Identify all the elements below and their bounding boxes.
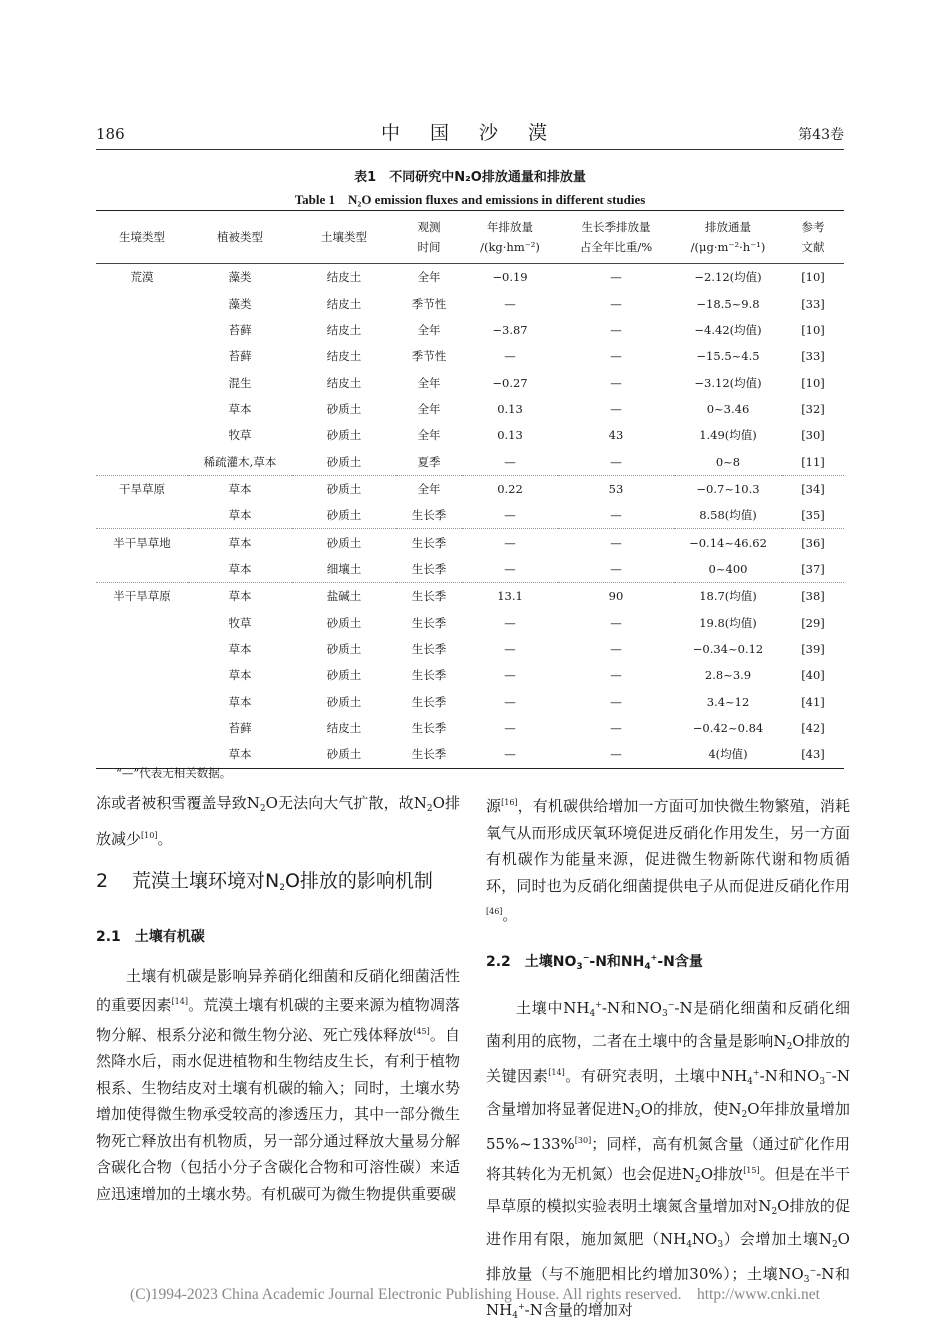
cell-season: — (610, 615, 622, 630)
cell-soil: 结皮土 (326, 375, 362, 390)
cell-soil: 砂质土 (326, 428, 362, 443)
cell-soil: 砂质土 (326, 641, 362, 656)
cell-vegetation: 苔藓 (228, 721, 252, 736)
cell-flux: 8.58(均值) (699, 508, 757, 523)
cell-annual: — (504, 641, 516, 656)
cell-habitat (96, 422, 188, 448)
cell-vegetation: 藻类 (228, 270, 252, 285)
cell-observe: 全年 (417, 428, 441, 443)
cell-observe: 季节性 (411, 349, 447, 364)
table-body (96, 264, 844, 769)
cell-habitat (96, 609, 188, 635)
cell-flux: 0~8 (715, 454, 741, 469)
table-note: “—”代表无相关数据。 (116, 766, 232, 780)
cell-season: — (610, 322, 622, 337)
cell-annual: — (504, 615, 516, 630)
cell-observe: 全年 (417, 375, 441, 390)
cell-season: — (610, 270, 622, 285)
cell-habitat (96, 662, 188, 688)
cell-flux: 2.8~3.9 (704, 668, 752, 683)
cell-habitat (96, 502, 188, 529)
cell-ref: [33] (801, 296, 825, 311)
cell-flux: 0~400 (708, 561, 748, 576)
cell-vegetation: 草本 (228, 508, 252, 523)
cell-soil: 砂质土 (326, 694, 362, 709)
table-row (96, 662, 844, 688)
header-annual: 年排放量 /(kg·hm⁻²) (462, 211, 558, 264)
table-row (96, 369, 844, 395)
header-flux: 排放通量 /(μg·m⁻²·h⁻¹) (674, 211, 782, 264)
cell-flux: −0.14~46.62 (674, 529, 782, 556)
cell-observe: 生长季 (411, 668, 447, 683)
cell-soil: 细壤土 (326, 561, 362, 576)
cell-annual: — (504, 694, 516, 709)
cell-vegetation: 草本 (228, 668, 252, 683)
header-ref: 参考 文献 (782, 211, 844, 264)
cell-annual: — (504, 561, 516, 576)
cell-flux: −0.42~0.84 (692, 721, 764, 736)
cell-ref: [34] (782, 475, 844, 502)
table-row (96, 448, 844, 475)
cell-observe: 夏季 (417, 454, 441, 469)
table-row (96, 609, 844, 635)
cell-ref: [29] (801, 615, 825, 630)
cell-soil: 结皮土 (326, 322, 362, 337)
cell-season: — (610, 401, 622, 416)
cell-ref: [30] (801, 428, 825, 443)
cell-soil: 结皮土 (326, 296, 362, 311)
cell-flux: −2.12(均值) (694, 270, 762, 285)
cell-ref: [38] (782, 583, 844, 610)
cell-ref: [33] (801, 349, 825, 364)
cell-observe: 生长季 (411, 508, 447, 523)
cell-soil: 砂质土 (292, 475, 396, 502)
cell-season: — (610, 375, 622, 390)
table-row (96, 583, 844, 610)
cell-season: 43 (608, 428, 624, 443)
cell-ref: [36] (782, 529, 844, 556)
cell-vegetation: 牧草 (228, 615, 252, 630)
cell-vegetation: 草本 (228, 641, 252, 656)
cell-ref: [32] (801, 401, 825, 416)
cell-ref: [35] (801, 508, 825, 523)
cell-annual: — (462, 529, 558, 556)
table-header-row (96, 211, 844, 264)
cell-vegetation: 草本 (188, 529, 292, 556)
page-number: 186 (96, 125, 125, 143)
cell-soil: 砂质土 (326, 401, 362, 416)
cell-soil: 结皮土 (326, 270, 362, 285)
table-row (96, 475, 844, 502)
cell-season: — (610, 508, 622, 523)
cell-vegetation: 草本 (228, 694, 252, 709)
cell-vegetation: 苔藓 (228, 322, 252, 337)
cell-season: — (610, 296, 622, 311)
header-rule (96, 149, 844, 150)
cell-observe: 生长季 (396, 529, 462, 556)
table-row (96, 689, 844, 715)
table-row (96, 343, 844, 369)
cell-soil: 砂质土 (292, 741, 396, 768)
cell-soil: 砂质土 (326, 668, 362, 683)
header-season: 生长季排放量 占全年比重/% (558, 211, 674, 264)
table-caption-zh: 表1 不同研究中N₂O排放通量和排放量 (354, 170, 586, 185)
cell-vegetation: 苔藓 (228, 349, 252, 364)
cell-habitat (96, 290, 188, 316)
cell-annual: 0.22 (462, 475, 558, 502)
copyright-footer: (C)1994-2023 China Academic Journal Electronic Publishing House. All rights reserved. http://www.cnki.net (130, 1286, 820, 1303)
cell-annual: −0.19 (492, 270, 528, 285)
table-row (96, 317, 844, 343)
cell-season: 53 (558, 475, 674, 502)
cell-observe: 生长季 (396, 741, 462, 768)
cell-flux: −0.34~0.12 (692, 641, 764, 656)
table-row (96, 290, 844, 316)
table-row (96, 396, 844, 422)
subsection-2-1: 2.1 土壤有机碳 (96, 929, 205, 945)
section-heading (96, 866, 460, 904)
emissions-table (96, 210, 844, 769)
cell-habitat (96, 369, 188, 395)
header-vegetation: 植被类型 (188, 211, 292, 264)
cell-annual: — (504, 349, 516, 364)
cell-ref: [11] (801, 454, 825, 469)
cell-habitat (96, 448, 188, 475)
table-caption-en: Table 1 N₂O emission fluxes and emissions in different studies (294, 192, 646, 207)
table-row (96, 556, 844, 583)
cell-observe: 季节性 (411, 296, 447, 311)
cell-habitat (96, 556, 188, 583)
table-row (96, 502, 844, 529)
header-observe: 观测 时间 (396, 211, 462, 264)
header-habitat: 生境类型 (96, 211, 188, 264)
cell-habitat (96, 636, 188, 662)
cell-vegetation: 草本 (188, 583, 292, 610)
cell-habitat (96, 689, 188, 715)
cell-vegetation: 稀疏灌木,草本 (203, 454, 277, 469)
cell-habitat: 半干旱草原 (96, 583, 188, 610)
cell-observe: 生长季 (411, 615, 447, 630)
cell-ref: [43] (782, 741, 844, 768)
cell-observe: 全年 (396, 475, 462, 502)
cell-vegetation: 草本 (228, 401, 252, 416)
left-column (96, 790, 460, 1207)
cell-soil: 砂质土 (326, 508, 362, 523)
cell-vegetation: 草本 (228, 561, 252, 576)
cell-observe: 全年 (417, 270, 441, 285)
cell-ref: [37] (801, 561, 825, 576)
cell-observe: 全年 (417, 401, 441, 416)
volume-label: 第43卷 (798, 127, 844, 143)
cell-soil: 结皮土 (326, 349, 362, 364)
cell-annual: — (504, 296, 516, 311)
cell-season: — (558, 741, 674, 768)
cell-habitat (96, 396, 188, 422)
cell-ref: [40] (801, 668, 825, 683)
cell-observe: 生长季 (411, 641, 447, 656)
cell-habitat (96, 343, 188, 369)
cell-habitat: 干旱草原 (96, 475, 188, 502)
section-number: 2 (96, 870, 109, 892)
header-soil: 土壤类型 (292, 211, 396, 264)
cell-flux: −4.42(均值) (694, 322, 762, 337)
cell-season: — (610, 561, 622, 576)
cell-vegetation: 草本 (188, 475, 292, 502)
table-row (96, 741, 844, 768)
table-row (96, 529, 844, 556)
cell-annual: — (504, 721, 516, 736)
cell-flux: −15.5~4.5 (696, 349, 760, 364)
cell-observe: 生长季 (411, 694, 447, 709)
cell-flux: −3.12(均值) (694, 375, 762, 390)
left-paragraph: 土壤有机碳是影响异养硝化细菌和反硝化细菌活性的重要因素[14]。荒漠土壤有机碳的主要来源为植物凋落物分解、根系分泌和微生物分泌、死亡残体释放[45]。自然降水后，雨水促进植物和生物结皮生长，有利于植物根系、生物结皮对土壤有机碳的输入；同时，土壤水势增加使得微生物承受较高的渗透压力，其中一部分微生物死亡释放出有机物质，另一部分通过释放大量易分解含碳化合物（包括小分子含碳化合物和可溶性碳）来适应迅速增加的土壤水势。有机碳可为微生物提供重要碳 (96, 966, 460, 1203)
cell-soil: 盐碱土 (292, 583, 396, 610)
cell-annual: 0.13 (497, 401, 523, 416)
cell-habitat: 半干旱草地 (96, 529, 188, 556)
cell-flux: −0.7~10.3 (674, 475, 782, 502)
cell-observe: 生长季 (411, 561, 447, 576)
cell-annual: — (462, 741, 558, 768)
cell-flux: 19.8(均值) (699, 615, 757, 630)
cell-habitat (96, 741, 188, 768)
cell-observe: 生长季 (411, 721, 447, 736)
cell-soil: 砂质土 (292, 529, 396, 556)
cell-season: — (610, 694, 622, 709)
cell-ref: [10] (801, 375, 825, 390)
cell-ref: [10] (801, 270, 825, 285)
right-column (486, 790, 850, 1329)
cell-flux: 18.7(均值) (674, 583, 782, 610)
cell-flux: 4(均值) (674, 741, 782, 768)
cell-annual: 0.13 (497, 428, 523, 443)
cell-annual: −0.27 (492, 375, 528, 390)
cell-annual: — (504, 668, 516, 683)
journal-title: 中 国 沙 漠 (380, 122, 560, 144)
right-continuation: 源[16]，有机碳供给增加一方面可加快微生物繁殖，消耗氧气从而形成厌氧环境促进反硝化作用发生，另一方面有机碳作为能量来源，促进微生物新陈代谢和物质循环，同时也为反硝化细菌提供电子从而促进反硝化作用[46]。 (486, 797, 850, 924)
cell-ref: [42] (801, 721, 825, 736)
table-row (96, 636, 844, 662)
cell-vegetation: 混生 (228, 375, 252, 390)
cell-ref: [10] (801, 322, 825, 337)
table-row (96, 422, 844, 448)
table-row (96, 715, 844, 741)
cell-habitat (96, 715, 188, 741)
cell-soil: 砂质土 (326, 615, 362, 630)
cell-flux: −18.5~9.8 (696, 296, 760, 311)
cell-habitat: 荒漠 (130, 270, 154, 285)
section-title: 荒漠土壤环境对$N_2O$排放的影响机制 (132, 870, 433, 893)
cell-vegetation: 牧草 (228, 428, 252, 443)
cell-observe: 全年 (417, 322, 441, 337)
cell-observe: 生长季 (396, 583, 462, 610)
left-continuation: 冻或者被积雪覆盖导致$N_2O$无法向大气扩散，故$N_2O$排放减少[10]。 (96, 794, 460, 848)
table-row (96, 264, 844, 291)
cell-ref: [39] (801, 641, 825, 656)
cell-season: — (610, 641, 622, 656)
cell-flux: 3.4~12 (706, 694, 750, 709)
cell-season: — (610, 721, 622, 736)
cell-annual: −3.87 (492, 322, 528, 337)
right-paragraph: 土壤中$NH_4^+-N$和$NO_3^--N$是硝化细菌和反硝化细菌利用的底物，二者在土壤中的含量是影响$N_2O$排放的关键因素[14]。有研究表明，土壤中$NH_4^+-N$和$NO_3^--N$含量增加将显著促进$N_2O$的排放，使$N_2O$年排放量增加55%~133%[30]；同样，高有机氮含量（通过矿化作用将其转化为无机氮）也会促进$N_2O$排放[15]。但是在半干旱草原的模拟实验表明土壤氮含量增加对$N_2O$排放的促进作用有限，施加氮肥$(NH_4NO_3)$会增加土壤$N_2O$排放量（与不施肥相比约增加30%）；土壤$NO_3^--N$和$NH_4^+-N$含量的增加对 (486, 999, 851, 1321)
cell-season: — (610, 454, 622, 469)
cell-season: — (610, 349, 622, 364)
cell-vegetation: 草本 (188, 741, 292, 768)
subsection-2-2: 2.2 土壤$NO_3^--N$和$NH_4^+-N$含量 (486, 952, 703, 972)
cell-season: — (558, 529, 674, 556)
cell-soil: 砂质土 (326, 454, 362, 469)
cell-vegetation: 藻类 (228, 296, 252, 311)
cell-habitat (96, 317, 188, 343)
cell-flux: 0~3.46 (706, 401, 750, 416)
page-header (96, 118, 844, 148)
cell-flux: 1.49(均值) (699, 428, 757, 443)
cell-annual: 13.1 (462, 583, 558, 610)
cell-season: — (610, 668, 622, 683)
cell-annual: — (504, 508, 516, 523)
cell-soil: 结皮土 (326, 721, 362, 736)
cell-ref: [41] (801, 694, 825, 709)
cell-annual: — (504, 454, 516, 469)
cell-season: 90 (558, 583, 674, 610)
